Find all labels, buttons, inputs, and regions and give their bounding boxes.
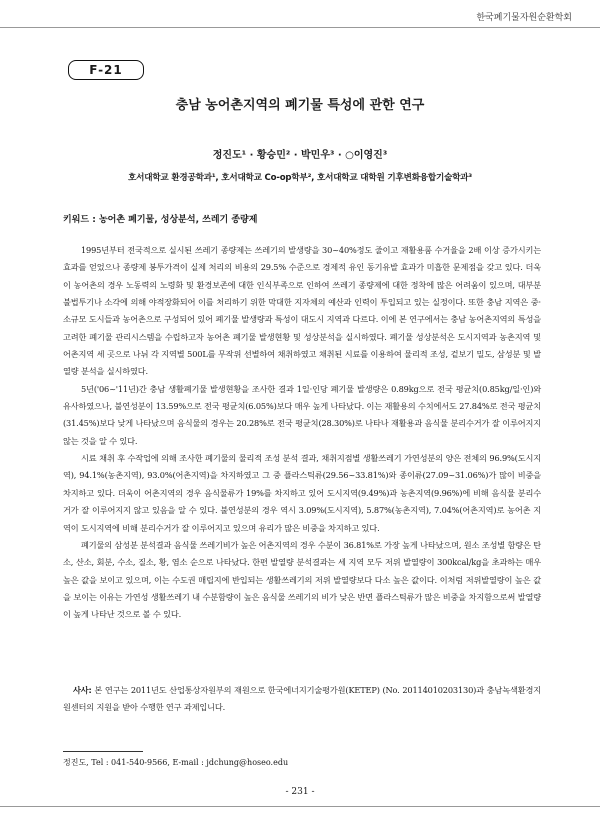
header-rule <box>0 27 600 28</box>
abstract-body <box>63 242 541 624</box>
paper-title: 충남 농어촌지역의 폐기물 특성에 관한 연구 <box>175 98 425 113</box>
paper-code-box: F-21 <box>68 60 144 80</box>
paragraph: 폐기물의 삼성분 분석결과 음식물 쓰레기비가 높은 어촌지역의 경우 수분이 36.81%로 가장 높게 나타났으며, 원소 조성별 함량은 탄소, 산소, 회분, 수소, 질소, 황, 염소 순으로 나타났다. 한편 발열량 분석결과는 세 지역 모두 저위 발열량이 300kcal/kg을 초과하는 매우 높은 값을 보이고 있으며, 이는 수도권 매립지에 반입되는 생활쓰레기의 저위 발열량보다 다소 높은 값이다. 이처럼 저위발열량이 높은 값을 보이는 이유는 가연성 생활쓰레기 내 수분함량이 높은 음식물 쓰레기의 비가 낮은 반면 플라스틱류가 많은 비중을 차지함으로써 발열량이 높게 나타난 것으로 볼 수 있다. <box>63 539 541 620</box>
paragraph: 5년('06~'11년)간 충남 생활폐기물 발생현황을 조사한 결과 1일·인당 폐기물 발생량은 0.89kg으로 전국 평균치(0.85kg/일·인)와 유사하였으나, 불연성분이 13.59%으로 전국 평균치(6.05%)보다 매우 높게 나타났다. 이는 재활용의 수치에서도 27.84%로 전국 평균치(31.45%)보다 낮게 나타났으며 음식물의 경우는 20.28%로 전국 평균치(28.30%)로 나타나 재활용과 음식물 분리수거가 잘 이루어지지 않는 것을 알 수 있다. <box>63 383 541 446</box>
acknowledgement-label: 사사: <box>73 685 92 695</box>
acknowledgement <box>63 682 541 716</box>
paragraph: 시료 채취 후 수작업에 의해 조사한 폐기물의 물리적 조성 분석 결과, 채취지점별 생활쓰레기 가연성분의 양은 전체의 96.9%(도시지역), 94.1%(농촌지역), 93.0%(어촌지역)을 차지하였고 그 중 플라스틱류(29.56~33.81%)와 종이류(27.09~31.06%)가 많이 비중을 차지하고 있다. 더욱이 어촌지역의 경우 음식물류가 19%를 차지하고 있어 도시지역(9.49%)과 농촌지역(9.96%)에 비해 음식물 분리수거가 잘 이루어지지 않고 있음을 알 수 있다. 불연성분의 경우 역시 3.09%(도시지역), 5.87%(농촌지역), 7.04%(어촌지역)로 농어촌 지역이 도시지역에 비해 분리수거가 잘 이루어지고 있으며 유리가 많은 비중을 차지하고 있다. <box>63 453 541 533</box>
keywords: 키워드 : 농어촌 폐기물, 성상분석, 쓰레기 종량제 <box>63 215 258 225</box>
journal-name: 한국폐기물자원순환학회 <box>476 13 572 23</box>
page-number: - 231 - <box>285 787 315 797</box>
footnote-rule <box>63 751 143 752</box>
footnote: 정진도, Tel : 041-540-9566, E-mail : jdchung@hoseo.edu <box>63 758 289 767</box>
paragraph: 1995년부터 전국적으로 실시된 쓰레기 종량제는 쓰레기의 발생량을 30~40%정도 줄이고 재활용품 수거율을 2배 이상 증가시키는 효과를 얻었으나 종량제 봉투가격이 실제 처리의 비용의 29.5% 수준으로 경제적 유인 동기유발 효과가 미흡한 문제점을 갖고 있다. 더욱이 농어촌의 경우 노동력의 노령화 및 환경보존에 대한 인식부족으로 인하여 쓰레기 종량제에 대한 정착에 많은 어려움이 있으며, 대부분 불법투기나 소각에 의해 야적장화되어 이를 처리하기 위한 막대한 지자체의 예산과 인력이 투입되고 있는 실정이다. 또한 충남 지역은 중·소규모 도시들과 농어촌으로 구성되어 있어 폐기물 발생량과 특성이 대도시 지역과 다르다. 이에 본 연구에서는 충남 농어촌지역의 특성을 고려한 폐기물 관리시스템을 수립하고자 농어촌 폐기물 발생현황 및 성상분석을 실시하였다. 폐기물 성상분석은 도시지역과 농촌지역 및 어촌지역 세 곳으로 나뉘 각 지역별 500L를 무작위 선별하여 채취하였고 채취된 시료를 이용하여 물리적 조성, 겉보기 밀도, 삼성분 및 발열량 분석을 실시하였다. <box>63 245 541 377</box>
footer-rule <box>0 806 600 807</box>
acknowledgement-text: 본 연구는 2011년도 산업통상자원부의 재원으로 한국에너지기술평가원(KETEP) (No. 20114010203130)과 충남녹색환경지원센터의 지원을 받아 수행한 연구 과제입니다. <box>63 685 541 712</box>
affiliation: 호서대학교 환경공학과¹, 호서대학교 Co-op학부², 호서대학교 대학원 기후변화융합기술학과³ <box>128 173 472 183</box>
author-list: 정진도¹ · 황승민² · 박민우³ · ○이영진³ <box>212 150 388 161</box>
